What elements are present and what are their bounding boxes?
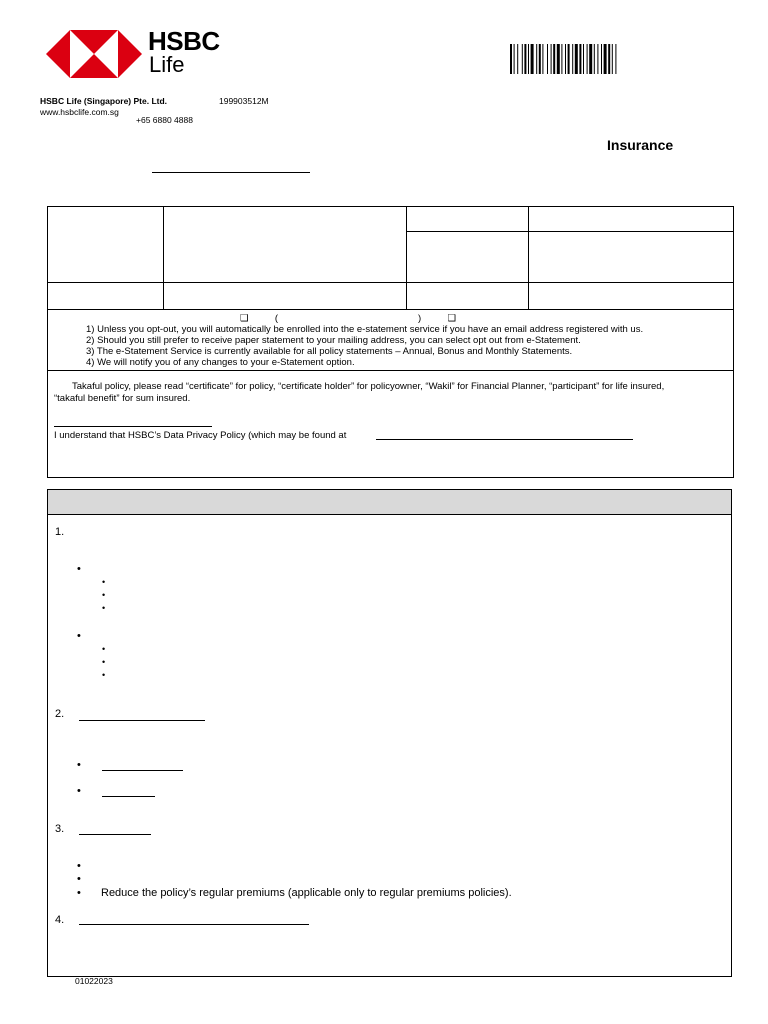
section-header-bar <box>48 490 731 515</box>
company-name: HSBC Life (Singapore) Pte. Ltd. <box>40 96 168 106</box>
sub-bullet: • <box>102 670 106 680</box>
sub-bullet: • <box>102 603 106 613</box>
takaful-note: “takaful benefit” for sum insured. <box>54 393 191 404</box>
item-4-field[interactable] <box>79 924 309 925</box>
company-phone: +65 6880 4888 <box>136 115 193 125</box>
item-number-1: 1. <box>55 526 65 538</box>
table-divider <box>406 207 407 309</box>
privacy-url-field[interactable] <box>376 439 633 440</box>
policy-field-3[interactable] <box>529 232 734 282</box>
company-website[interactable]: www.hsbclife.com.sg <box>40 107 119 117</box>
logo-brand-text: HSBC <box>148 26 220 56</box>
signature-line[interactable] <box>54 426 212 427</box>
sub-bullet: • <box>102 590 106 600</box>
bullet: • <box>77 873 81 885</box>
item-3-reduce-premiums: Reduce the policy’s regular premiums (applicable only to regular premiums policies). <box>101 887 512 899</box>
bullet: • <box>77 630 81 642</box>
policy-field-2[interactable] <box>529 207 734 231</box>
bullet: • <box>77 759 81 771</box>
sub-bullet: • <box>102 577 106 587</box>
table-divider <box>48 370 734 371</box>
table-divider <box>48 309 734 310</box>
item-2-field[interactable] <box>79 720 205 721</box>
hsbc-hexagon-icon <box>46 30 142 78</box>
estatement-note: 4) We will notify you of any changes to your e-Statement option. <box>86 357 355 368</box>
logo-sub-text: Life <box>149 52 185 77</box>
policy-field-5[interactable] <box>529 283 734 309</box>
barcode <box>510 44 714 74</box>
item-3-field[interactable] <box>79 834 151 835</box>
bullet: • <box>77 563 81 575</box>
bullet: • <box>77 785 81 797</box>
form-code: 01022023 <box>75 976 113 986</box>
estatement-note: 2) Should you still prefer to receive paper statement to your mailing address, you can select opt out from e-Statement. <box>86 335 581 346</box>
sub-bullet: • <box>102 657 106 667</box>
company-reg-no: 199903512M <box>219 96 269 106</box>
item-number-3: 3. <box>55 823 65 835</box>
estatement-options[interactable]: ❑ ( ) ❑ <box>240 313 457 324</box>
options-section <box>47 489 732 977</box>
estatement-note: 1) Unless you opt-out, you will automatically be enrolled into the e-statement service if you have an email address registered with us. <box>86 324 644 335</box>
policy-field-4[interactable] <box>164 283 405 309</box>
takaful-note: Takaful policy, please read “certificate” for policy, “certificate holder” for policyowner, “Wakil” for Financial Planner, “participant” for life insured, <box>72 381 665 392</box>
page-title: Insurance <box>607 137 674 153</box>
policy-field-1[interactable] <box>164 207 405 282</box>
item-2-option-field[interactable] <box>102 770 183 771</box>
bullet: • <box>77 887 81 899</box>
hsbc-logo <box>46 30 142 78</box>
sub-bullet: • <box>102 644 106 654</box>
item-number-4: 4. <box>55 914 65 926</box>
title-underline-field[interactable] <box>152 172 310 173</box>
estatement-note: 3) The e-Statement Service is currently available for all policy statements – Annual, Bonus and Monthly Statements. <box>86 346 573 357</box>
policy-details-table <box>47 206 734 478</box>
item-2-option-field[interactable] <box>102 796 155 797</box>
bullet: • <box>77 860 81 872</box>
privacy-statement: I understand that HSBC’s Data Privacy Policy (which may be found at <box>54 430 347 441</box>
item-number-2: 2. <box>55 708 65 720</box>
